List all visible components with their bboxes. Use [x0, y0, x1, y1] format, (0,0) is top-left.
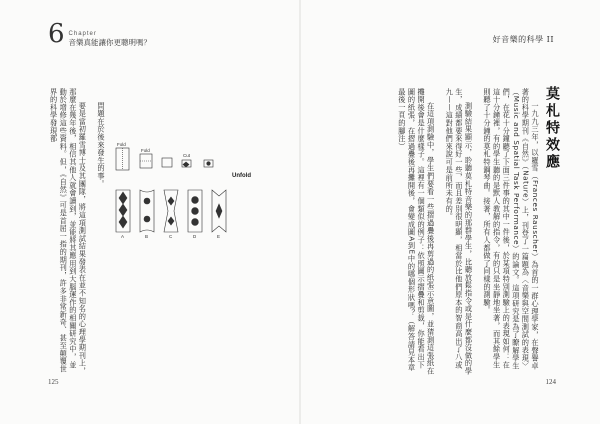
option-b [140, 190, 154, 232]
option-a [116, 190, 130, 232]
paragraph: 在這項測驗中，學生們要看一些摺過疊後再剪過的紙張示意圖，並猜測這張紙在攤開後會是什麼樣子。這裡有一個類似的例子：依照圖示摺疊和剪裁，你能看出下圖的紙張，在摺過疊後再攤開後，會變成圖A到E中的哪個形狀嗎？（解答請見本章最後一頁的腳注） [397, 88, 436, 376]
option-e [212, 190, 226, 232]
left-page-body [48, 88, 106, 376]
fold-label: Fold [141, 148, 150, 153]
paragraph: 測驗結果顯示，聆聽莫札特音樂的那群學生，比聽放鬆指令或是什麼都沒做的學生，成績都要來得好一些，而且差別很明顯，相當於比他們原本的智商高出了八或九——這對他們來說可是前所未有的。 [445, 88, 474, 376]
page-number-left: 125 [48, 378, 59, 386]
option-label-c: C [169, 234, 173, 239]
option-label-b: B [145, 234, 149, 239]
right-page-body [318, 88, 540, 376]
unfold-label: Unfold [232, 173, 251, 179]
paragraph: 一九九三年，以羅雪（Frances Rauscher）為首的一群心理學家，在聲譽卓著的科學期刊《自然》（Nature）上，刊登了一篇題為〈音樂與空間測試的表現〉（Music and Spatial Task Performance）的論文。這項研究是為了瞭解學生們，在花十分鐘聽了下面三件事的其中一件後，於某項特別測驗上的表現如何：在這十分鐘裡，有的學生聽的是默人教解的指令，有的只是坐靜地坐著，而其餘學生則聽了十分鐘的莫札特鋼琴曲。接著，所有人都做了同樣的測驗。 [483, 88, 540, 371]
book-gutter [299, 0, 301, 424]
chapter-title: 音樂真能讓你更聰明嗎？ [68, 37, 152, 47]
option-d [188, 190, 202, 232]
cut-label: Cut [183, 153, 191, 158]
fold-step-3 [162, 158, 172, 167]
chapter-number: 6 [48, 19, 65, 49]
option-label-d: D [193, 234, 197, 239]
chapter-meta [69, 31, 152, 47]
page-number-right: 124 [545, 378, 556, 386]
paragraph: 要是當初羅雪博士及其團隊，將這項測試結果發表在並不知名的心理學期刊上，那麼在幾年後，相信其他人就會讀到，並能將其應用到大腦運作的相關研究中，並動於增修這些資料。但，《自然》可是首屈一指的期刊，許多非常新奇、甚至顛覆世界的科學發現都 [49, 88, 88, 376]
paragraph: 問題在於後來發生的事。 [97, 102, 106, 189]
option-c [164, 190, 178, 232]
cut-shape [183, 162, 189, 167]
section-title: 莫札特效應 [544, 86, 560, 171]
chapter-header [48, 19, 152, 49]
option-label-e: E [217, 234, 221, 239]
cut-hole [207, 162, 211, 166]
running-head: 好音樂的科學 II [492, 35, 554, 44]
option-label-a: A [121, 234, 125, 239]
paper-fold-figure [112, 140, 262, 240]
chapter-word: Chapter [68, 30, 97, 37]
fold-label: Fold [117, 142, 126, 147]
